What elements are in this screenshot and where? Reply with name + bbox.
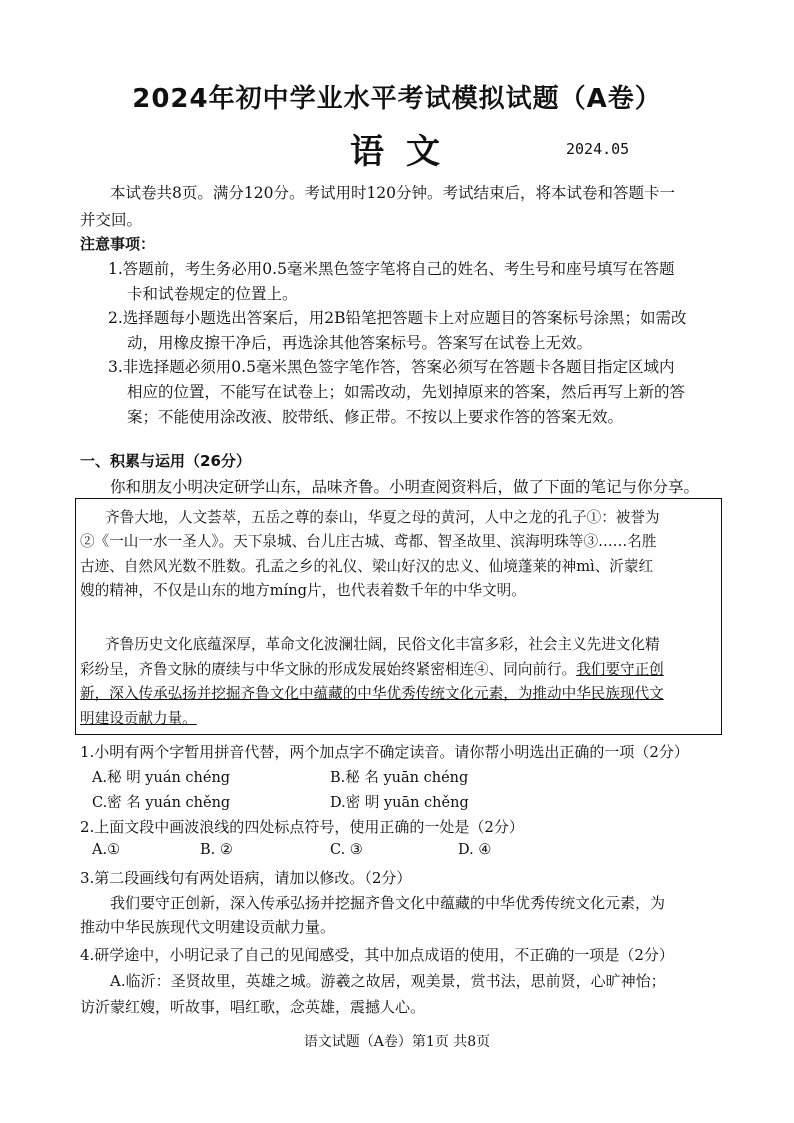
box-line [80,658,664,679]
q2-option-c: C. ③ [330,842,363,858]
q1-option-a: A.秘 明 yuán chéng [92,770,231,786]
q1-option-b: B.秘 名 yuān chéng [330,770,469,786]
q4-option-a: 访沂蒙红嫂，听故事，唱红歌，念英雄，震撼人心。 [80,998,426,1016]
q1-option-d: D.密 明 yuān chěng [330,795,469,811]
question-2: 2.上面文段中画波浪线的四处标点符号，使用正确的一处是（2分） [80,818,524,836]
section-lead: 你和朋友小明决定研学山东，品味齐鲁。小明查阅资料后，做了下面的笔记与你分享。 [110,478,700,496]
box-line: ②《一山一水一圣人》。天下泉城、台儿庄古城、鸢都、智圣故里、滨海明珠等③……名胜 [80,533,657,550]
underlined-sentence: 我们要守正创 [576,661,664,678]
exam-title: 2024年初中学业水平考试模拟试题（A卷） [132,84,662,114]
intro-line: 并交回。 [80,211,143,229]
note-line: 动，用橡皮擦干净后，再选涂其他答案标号。答案写在试卷上无效。 [127,334,593,352]
q2-option-d: D. ④ [458,842,492,858]
q3-sentence: 推动中华民族现代文明建设贡献力量。 [80,918,336,936]
q4-option-a: A.临沂：圣贤故里，英雄之城。游羲之故居，观美景，赏书法，思前贤，心旷神怡； [110,972,666,990]
notes-title: 注意事项： [80,235,156,253]
underlined-sentence: 明建设贡献力量。 [80,710,197,727]
underlined-sentence: 新，深入传承弘扬并挖掘齐鲁文化中蕴藏的中华优秀传统文化元素，为推动中华民族现代文 [80,685,664,702]
box-line: 古迹、自然风光数不胜数。孔孟之乡的礼仪、梁山好汉的忠义、仙境蓬莱的神mì、沂蒙红 [80,558,654,575]
box-line: 齐鲁大地，人文荟萃，五岳之尊的泰山，华夏之母的黄河，人中之龙的孔子①：被誉为 [105,509,660,526]
subject-title: 语文 [350,132,462,172]
box-line: 嫂的精神，不仅是山东的地方míng片，也代表着数千年的中华文明。 [80,582,526,599]
note-line: 3.非选择题必须用0.5毫米黑色签字笔作答，答案必须写在答题卡各题目指定区域内 [108,358,675,376]
q2-option-b: B. ② [200,842,233,858]
note-line: 相应的位置，不能写在试卷上；如需改动，先划掉原来的答案，然后再写上新的答 [127,383,686,401]
exam-date: 2024.05 [566,140,630,158]
question-3: 3.第二段画线句有两处语病，请加以修改。（2分） [80,869,412,887]
q2-option-a: A.① [92,842,121,858]
box-line: 齐鲁历史文化底蕴深厚，革命文化波澜壮阔，民俗文化丰富多彩，社会主义先进文化精 [105,636,660,653]
note-line: 卡和试卷规定的位置上。 [127,285,298,303]
intro-line: 本试卷共8页。满分120分。考试用时120分钟。考试结束后，将本试卷和答题卡一 [110,184,676,202]
page-footer: 语文试题（A卷）第1页 共8页 [303,1034,491,1050]
note-line: 2.选择题每小题选出答案后，用2B铅笔把答题卡上对应题目的答案标号涂黑；如需改 [108,309,687,327]
section-heading: 一、积累与运用（26分） [80,452,251,470]
note-line: 1.答题前，考生务必用0.5毫米黑色签字笔将自己的姓名、考生号和座号填写在答题 [108,260,675,278]
box-line-text: 彩纷呈，齐鲁文脉的赓续与中华文脉的形成发展始终紧密相连④、同向前行。 [80,661,577,678]
question-1: 1.小明有两个字暂用拼音代替，两个加点字不确定读音。请你帮小明选出正确的一项（2分） [80,743,689,761]
q1-option-c: C.密 名 yuán chěng [92,795,231,811]
question-4: 4.研学途中，小明记录了自己的见闻感受，其中加点成语的使用，不正确的一项是（2分） [80,946,674,964]
note-line: 案；不能使用涂改液、胶带纸、修正带。不按以上要求作答的答案无效。 [127,408,624,426]
q3-sentence: 我们要守正创新，深入传承弘扬并挖掘齐鲁文化中蕴藏的中华优秀传统文化元素，为 [110,894,666,912]
